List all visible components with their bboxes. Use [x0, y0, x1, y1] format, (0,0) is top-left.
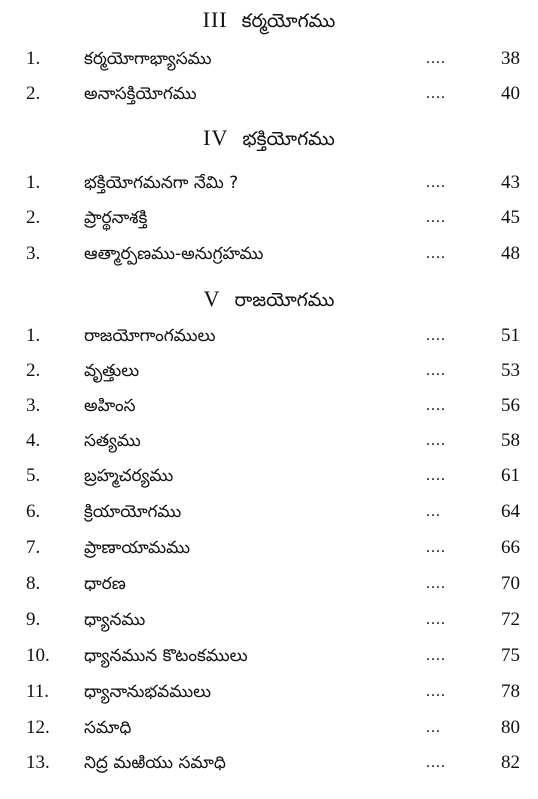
toc-entry[interactable] — [0, 203, 538, 233]
entry-number: 5. — [26, 465, 41, 486]
section-roman-numeral: IV — [203, 125, 229, 150]
entry-number: 1. — [26, 48, 41, 69]
entry-page-number: 61 — [501, 465, 520, 486]
entry-leader-dots: .... — [426, 50, 446, 67]
entry-number: 1. — [26, 172, 41, 193]
entry-title: కర్మయోగాభ్యాసము — [84, 49, 212, 69]
entry-number: 6. — [26, 501, 41, 522]
section-heading-iv — [0, 124, 538, 153]
entry-leader-dots: .... — [426, 327, 446, 344]
entry-leader-dots: .... — [426, 647, 446, 664]
toc-entry[interactable] — [0, 321, 538, 351]
entry-leader-dots: .... — [426, 539, 446, 556]
entry-page-number: 53 — [501, 360, 520, 381]
entry-leader-dots: .... — [426, 174, 446, 191]
entry-number: 2. — [26, 360, 41, 381]
entry-number: 13. — [26, 752, 50, 773]
entry-title: ప్రాణాయామము — [84, 538, 190, 558]
entry-page-number: 56 — [501, 395, 520, 416]
entry-number: 12. — [26, 717, 50, 738]
entry-title: ప్రార్థనాశక్తి — [84, 208, 148, 228]
section-heading-iii — [0, 6, 538, 35]
toc-entry[interactable] — [0, 239, 538, 269]
section-heading-v — [0, 285, 538, 314]
entry-leader-dots: .... — [426, 209, 446, 226]
entry-leader-dots: .... — [426, 683, 446, 700]
entry-title: వృత్తులు — [84, 361, 140, 381]
entry-page-number: 64 — [501, 501, 520, 522]
toc-entry[interactable] — [0, 168, 538, 198]
entry-leader-dots: .... — [426, 245, 446, 262]
toc-entry[interactable] — [0, 533, 538, 563]
toc-entry[interactable] — [0, 605, 538, 635]
section-roman-numeral: III — [202, 7, 228, 32]
entry-number: 7. — [26, 537, 41, 558]
entry-page-number: 66 — [501, 537, 520, 558]
entry-leader-dots: .... — [426, 467, 446, 484]
toc-entry[interactable] — [0, 391, 538, 421]
entry-title: నిద్ర మఱియు సమాధి — [84, 753, 226, 773]
toc-entry[interactable] — [0, 356, 538, 386]
entry-page-number: 51 — [501, 325, 520, 346]
entry-number: 3. — [26, 243, 41, 264]
toc-entry[interactable] — [0, 79, 538, 109]
entry-title: రాజయోగాంగములు — [84, 326, 216, 346]
entry-title: సమాధి — [84, 718, 132, 738]
section-title: భక్తియోగము — [242, 128, 335, 150]
entry-leader-dots: .... — [426, 85, 446, 102]
toc-entry[interactable] — [0, 677, 538, 707]
entry-leader-dots: ... — [426, 503, 441, 520]
entry-page-number: 48 — [501, 243, 520, 264]
entry-title: అనాసక్తియోగము — [84, 84, 197, 104]
entry-number: 2. — [26, 83, 41, 104]
toc-entry[interactable] — [0, 641, 538, 671]
entry-title: క్రియాయోగము — [84, 502, 182, 522]
entry-title: ధ్యానమున కొటంకములు — [84, 646, 248, 666]
entry-page-number: 58 — [501, 430, 520, 451]
toc-entry[interactable] — [0, 44, 538, 74]
entry-number: 10. — [26, 645, 50, 666]
entry-title: ధారణ — [84, 574, 126, 594]
toc-entry[interactable] — [0, 497, 538, 527]
entry-page-number: 80 — [501, 717, 520, 738]
entry-title: ధ్యానము — [84, 610, 146, 630]
entry-leader-dots: ... — [426, 719, 441, 736]
entry-leader-dots: .... — [426, 432, 446, 449]
entry-title: సత్యము — [84, 431, 141, 451]
entry-leader-dots: .... — [426, 575, 446, 592]
entry-page-number: 72 — [501, 609, 520, 630]
entry-leader-dots: .... — [426, 611, 446, 628]
entry-page-number: 82 — [501, 752, 520, 773]
entry-number: 1. — [26, 325, 41, 346]
entry-title: బ్రహ్మచర్యము — [84, 466, 174, 486]
entry-leader-dots: .... — [426, 754, 446, 771]
entry-number: 8. — [26, 573, 41, 594]
toc-entry[interactable] — [0, 461, 538, 491]
entry-number: 11. — [26, 681, 50, 702]
entry-page-number: 75 — [501, 645, 520, 666]
entry-page-number: 40 — [501, 83, 520, 104]
section-title: రాజయోగము — [234, 289, 335, 311]
entry-title: భక్తియోగమనగా నేమి ? — [84, 173, 239, 193]
entry-title: అహింస — [84, 396, 136, 416]
toc-entry[interactable] — [0, 748, 538, 778]
entry-title: ఆత్మార్పణము-అనుగ్రహము — [84, 244, 264, 264]
entry-page-number: 45 — [501, 207, 520, 228]
section-title: కర్మయోగము — [241, 10, 336, 32]
toc-entry[interactable] — [0, 713, 538, 743]
entry-leader-dots: .... — [426, 362, 446, 379]
entry-title: ధ్యానానుభవములు — [84, 682, 212, 702]
toc-entry[interactable] — [0, 569, 538, 599]
entry-number: 9. — [26, 609, 41, 630]
section-roman-numeral: V — [203, 286, 221, 311]
entry-number: 4. — [26, 430, 41, 451]
entry-leader-dots: .... — [426, 397, 446, 414]
entry-number: 3. — [26, 395, 41, 416]
entry-page-number: 78 — [501, 681, 520, 702]
entry-page-number: 43 — [501, 172, 520, 193]
toc-entry[interactable] — [0, 426, 538, 456]
entry-number: 2. — [26, 207, 41, 228]
entry-page-number: 38 — [501, 48, 520, 69]
entry-page-number: 70 — [501, 573, 520, 594]
